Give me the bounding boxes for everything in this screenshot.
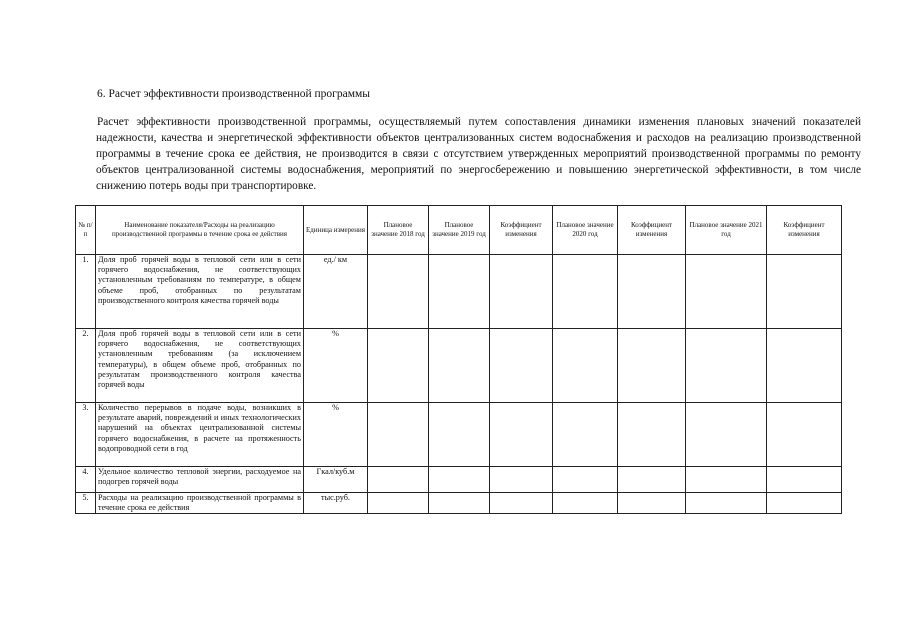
unit-cell: тыс.руб. — [304, 493, 368, 514]
indicator-name: Доля проб горячей воды в тепловой сети или в сети горячего водоснабжения, не соответствующих установленным требованиям по температуре, в общем объеме проб, отобранных по результатам производственного контроля качества горячей воды — [96, 255, 304, 329]
value-cell — [553, 467, 618, 493]
table-header-row — [76, 206, 842, 255]
table-row — [76, 493, 842, 514]
value-cell — [686, 255, 767, 329]
value-cell — [429, 403, 490, 467]
value-cell — [618, 493, 686, 514]
header-cell: № п/п — [76, 206, 96, 255]
header-cell: Коэффициент изменения — [618, 206, 686, 255]
efficiency-table — [75, 205, 842, 514]
row-number: 5. — [76, 493, 96, 514]
value-cell — [368, 467, 429, 493]
value-cell — [368, 329, 429, 403]
value-cell — [618, 403, 686, 467]
value-cell — [429, 255, 490, 329]
unit-cell: % — [304, 403, 368, 467]
value-cell — [618, 255, 686, 329]
unit-cell: ед./ км — [304, 255, 368, 329]
value-cell — [368, 255, 429, 329]
value-cell — [490, 493, 553, 514]
value-cell — [490, 255, 553, 329]
indicator-name: Удельное количество тепловой энергии, расходуемое на подогрев горячей воды — [96, 467, 304, 493]
value-cell — [429, 493, 490, 514]
value-cell — [618, 329, 686, 403]
unit-cell: Гкал/куб.м — [304, 467, 368, 493]
value-cell — [767, 493, 842, 514]
indicator-name: Количество перерывов в подаче воды, возникших в результате аварий, повреждений и иных технологических нарушений на объектах централизованной системы горячего водоснабжения, в расчете на протяженность водопроводной сети в год — [96, 403, 304, 467]
unit-cell: % — [304, 329, 368, 403]
table-row — [76, 403, 842, 467]
header-cell: Плановое значение 2020 год — [553, 206, 618, 255]
value-cell — [368, 403, 429, 467]
table-row — [76, 329, 842, 403]
value-cell — [686, 403, 767, 467]
header-cell: Единица измерения — [304, 206, 368, 255]
header-cell: Плановое значение 2018 год — [368, 206, 429, 255]
section-heading: 6. Расчет эффективности производственной программы — [97, 88, 371, 100]
header-cell: Плановое значение 2019 год — [429, 206, 490, 255]
value-cell — [618, 467, 686, 493]
value-cell — [553, 255, 618, 329]
header-cell: Плановое значение 2021 год — [686, 206, 767, 255]
value-cell — [553, 493, 618, 514]
value-cell — [553, 403, 618, 467]
value-cell — [553, 329, 618, 403]
value-cell — [767, 329, 842, 403]
indicator-name: Доля проб горячей воды в тепловой сети или в сети горячего водоснабжения, не соответствующих установленным требованиям (за исключением температуры), в общем объеме проб, отобранных по результатам производственного контроля качества горячей воды — [96, 329, 304, 403]
header-cell: Коэффициент изменения — [490, 206, 553, 255]
section-paragraph: Расчет эффективности производственной программы, осуществляемый путем сопоставления динамики изменения плановых значений показателей надежности, качества и энергетической эффективности объектов централизованных систем водоснабжения и расходов на реализацию производственной программы в течение срока ее действия, не производится в связи с отсутствием утвержденных мероприятий производственной программы по ремонту объектов централизованной системы водоснабжения, мероприятий по энергосбережению и повышению энергетической эффективности, в том числе снижению потерь воды при транспортировке. — [96, 116, 861, 192]
row-number: 4. — [76, 467, 96, 493]
value-cell — [490, 467, 553, 493]
row-number: 1. — [76, 255, 96, 329]
header-cell: Коэффициент изменения — [767, 206, 842, 255]
table-row — [76, 255, 842, 329]
value-cell — [767, 467, 842, 493]
value-cell — [686, 467, 767, 493]
value-cell — [686, 493, 767, 514]
row-number: 3. — [76, 403, 96, 467]
value-cell — [429, 329, 490, 403]
value-cell — [429, 467, 490, 493]
header-cell: Наименование показателя/Расходы на реализацию производственной программы в течение срока ее действия — [96, 206, 304, 255]
table-row — [76, 467, 842, 493]
value-cell — [368, 493, 429, 514]
value-cell — [490, 403, 553, 467]
indicator-name: Расходы на реализацию производственной программы в течение срока ее действия — [96, 493, 304, 514]
value-cell — [686, 329, 767, 403]
value-cell — [767, 403, 842, 467]
value-cell — [490, 329, 553, 403]
value-cell — [767, 255, 842, 329]
row-number: 2. — [76, 329, 96, 403]
